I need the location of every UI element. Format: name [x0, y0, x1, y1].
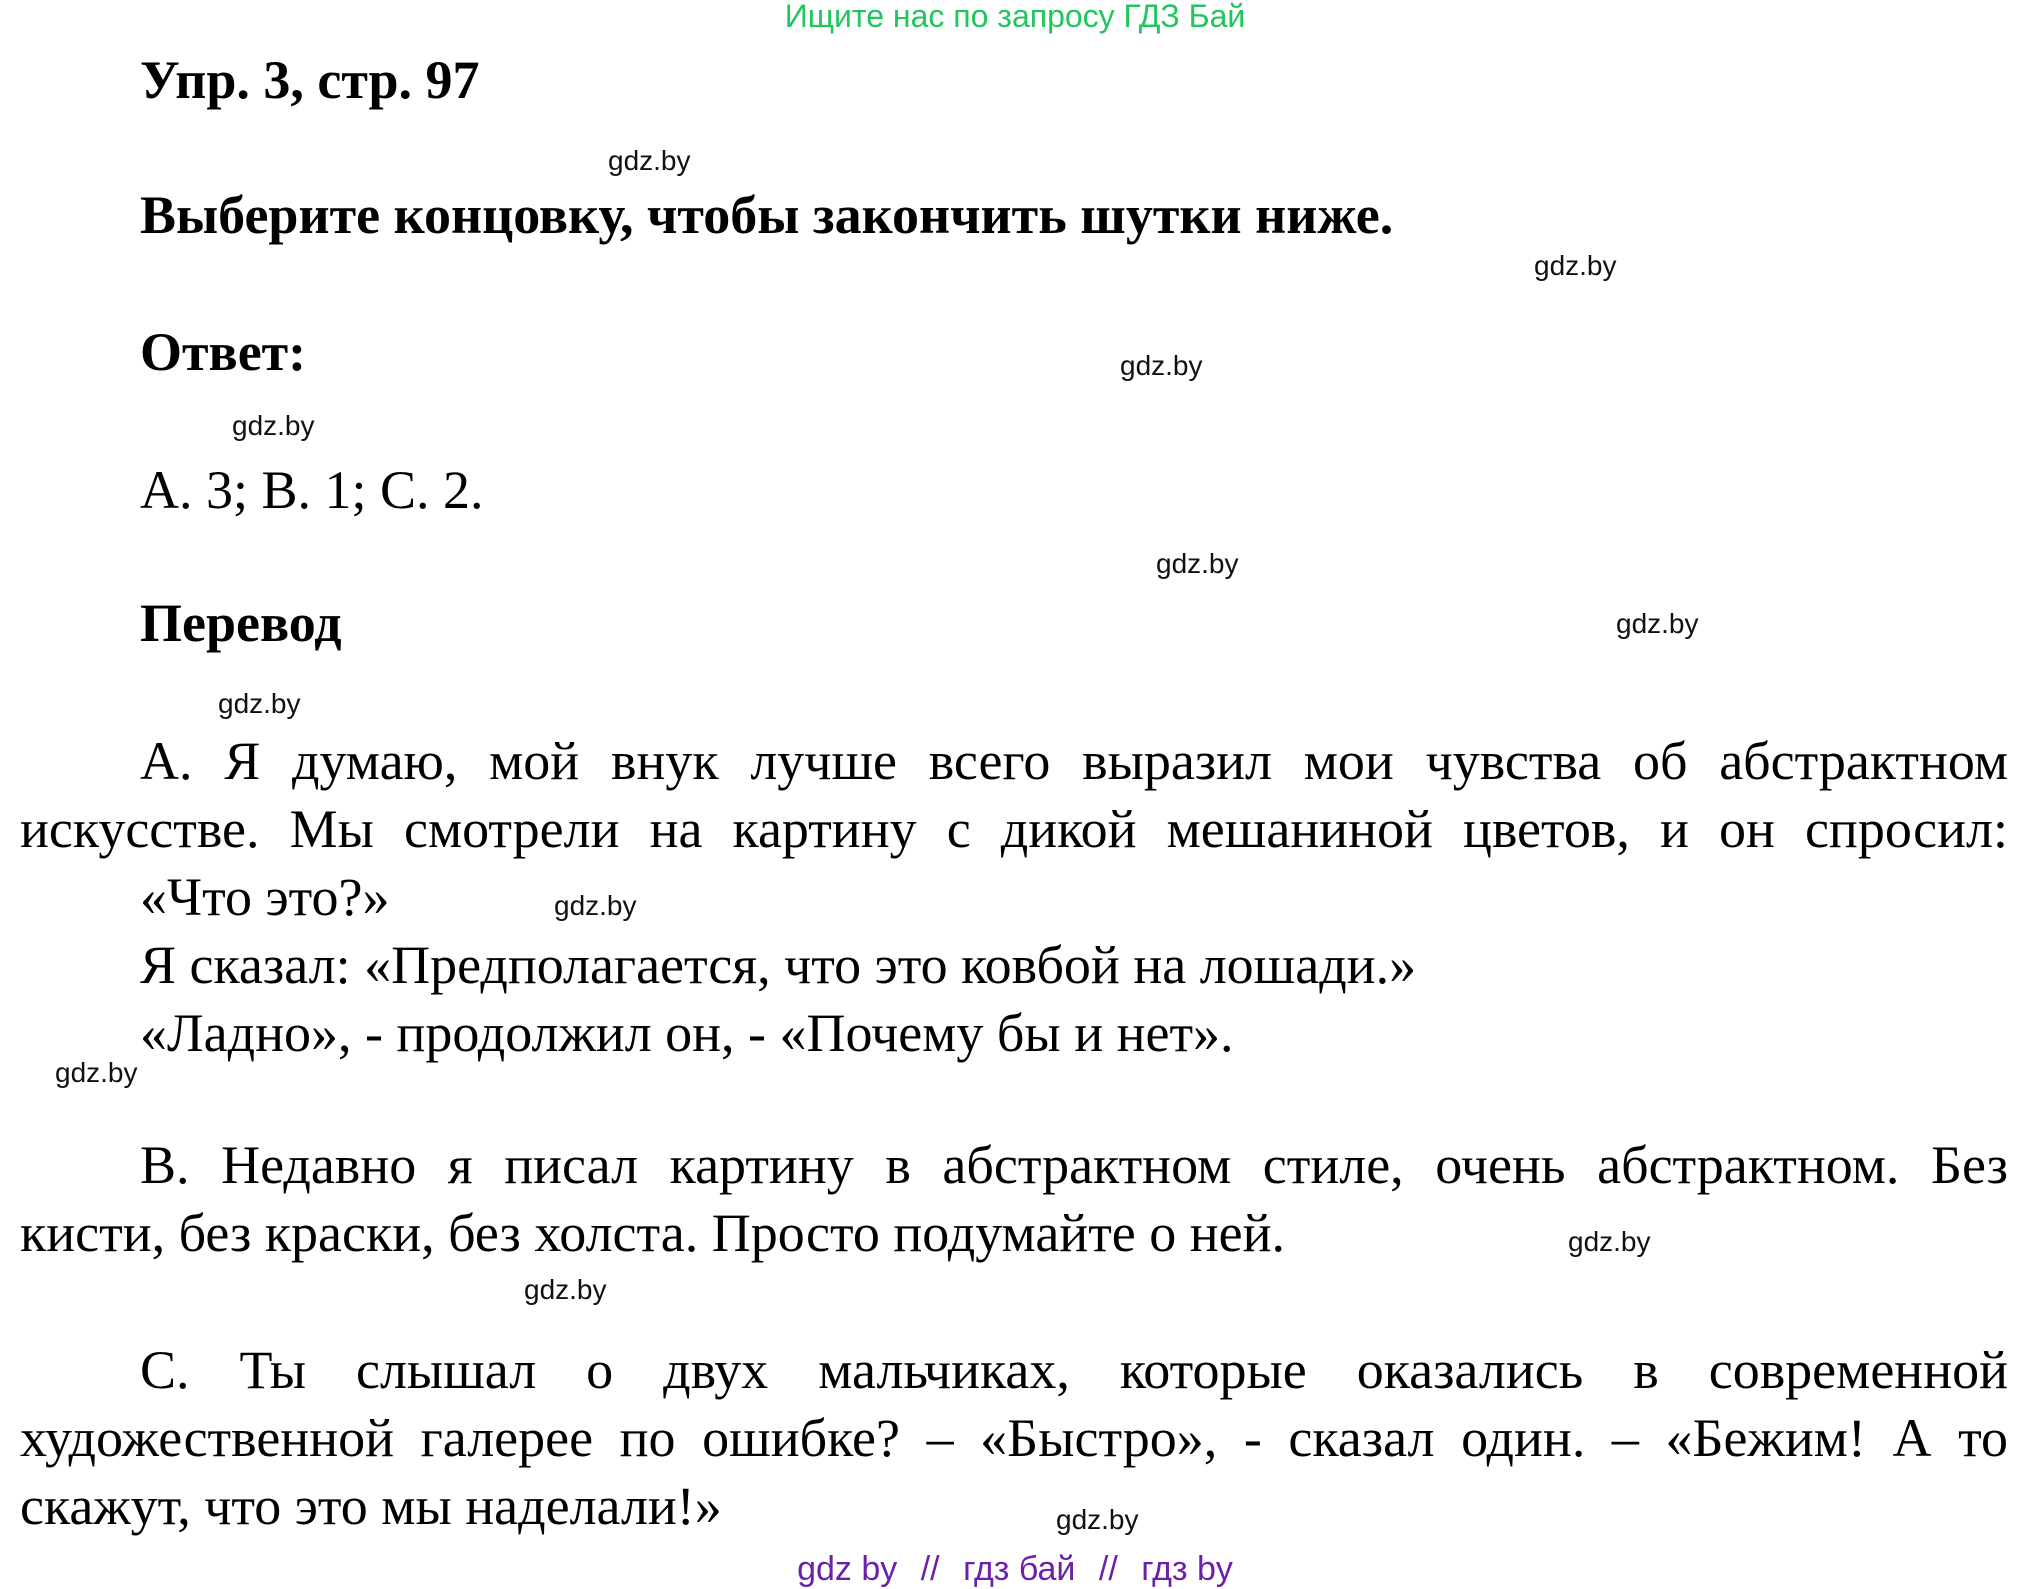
watermark: gdz.by	[218, 688, 301, 719]
paragraph-a-line: A. Я думаю, мой внук лучше всего выразил мои чувства об абстрактном	[140, 731, 2008, 791]
paragraph-a-line: Я сказал: «Предполагается, что это ковбой на лошади.»	[140, 935, 1417, 995]
watermark: gdz.by	[1616, 608, 1699, 639]
watermark: gdz.by	[524, 1274, 607, 1305]
paragraph-c-line: скажут, что это мы наделали!»	[20, 1476, 722, 1536]
watermark: gdz.by	[1156, 548, 1239, 579]
search-hint-banner: Ищите нас по запросу ГДЗ Бай	[784, 0, 1246, 34]
footer-separator: //	[1098, 1550, 1118, 1588]
watermark: gdz.by	[1056, 1504, 1139, 1535]
watermark: gdz.by	[554, 890, 637, 921]
paragraph-b-line: кисти, без краски, без холста. Просто подумайте о ней.	[20, 1203, 1286, 1263]
paragraph-a-line: «Ладно», - продолжил он, - «Почему бы и нет».	[140, 1003, 1234, 1063]
watermark: gdz.by	[608, 145, 691, 176]
paragraph-c-line: художественной галерее по ошибке? – «Быстро», - сказал один. – «Бежим! А то	[20, 1408, 2008, 1468]
footer-link-gdz-by[interactable]: gdz by	[797, 1550, 898, 1588]
exercise-title: Упр. 3, стр. 97	[140, 50, 480, 110]
answer-text: A. 3; B. 1; C. 2.	[140, 460, 484, 520]
footer-separator: //	[920, 1550, 940, 1588]
watermark: gdz.by	[1120, 350, 1203, 381]
footer-link-gdz-by-cyr[interactable]: гдз by	[1141, 1550, 1233, 1588]
watermark: gdz.by	[55, 1057, 138, 1088]
watermark: gdz.by	[1534, 250, 1617, 281]
footer-link-gdz-bai[interactable]: гдз бай	[963, 1550, 1076, 1588]
watermark: gdz.by	[1568, 1226, 1651, 1257]
task-text: Выберите концовку, чтобы закончить шутки ниже.	[140, 185, 1394, 245]
paragraph-a-line: «Что это?»	[140, 867, 390, 927]
translation-heading: Перевод	[140, 593, 342, 653]
paragraph-c-line: C. Ты слышал о двух мальчиках, которые оказались в современной	[140, 1340, 2008, 1400]
paragraph-a-line: искусстве. Мы смотрели на картину с дикой мешаниной цветов, и он спросил:	[20, 799, 2008, 859]
watermark: gdz.by	[232, 410, 315, 441]
answer-heading: Ответ:	[140, 322, 307, 382]
paragraph-b-line: B. Недавно я писал картину в абстрактном стиле, очень абстрактном. Без	[140, 1135, 2008, 1195]
footer-links	[0, 1550, 2030, 1589]
